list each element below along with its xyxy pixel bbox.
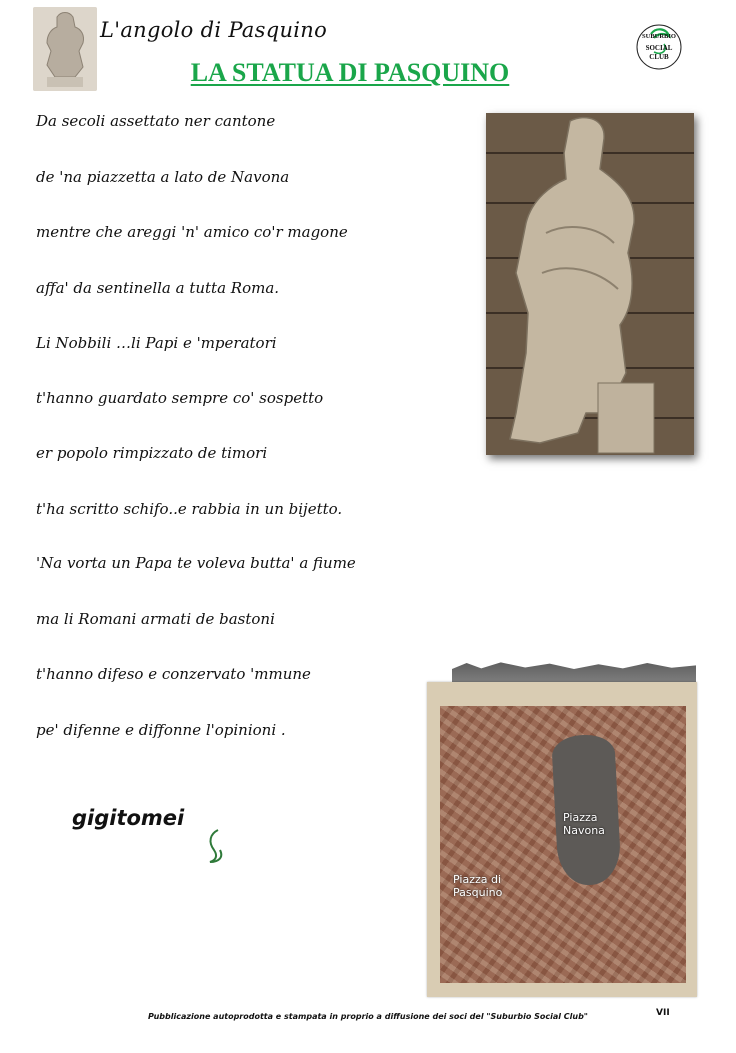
- pasquino-statue-photo: [486, 113, 694, 455]
- piazza-navona-shape: [551, 733, 622, 886]
- author-signature: gigitomei: [72, 806, 185, 830]
- poem-line: de 'na piazzetta a lato de Navona: [36, 168, 290, 186]
- logo-top-text: SUBURBIO: [642, 33, 676, 40]
- swirl-ornament-icon: [204, 828, 228, 864]
- map-label-line: Pasquino: [453, 886, 503, 899]
- poem-line: t'hanno guardato sempre co' sospetto: [36, 389, 324, 407]
- poem-line: Da secoli assettato ner cantone: [36, 112, 276, 130]
- poem-line: pe' difenne e diffonne l'opinioni .: [36, 721, 286, 739]
- suburbio-social-club-logo: [634, 22, 684, 72]
- poem-line: er popolo rimpizzato de timori: [36, 444, 268, 462]
- page-title: LA STATUA DI PASQUINO: [190, 58, 510, 87]
- poem-line: mentre che areggi 'n' amico co'r magone: [36, 223, 348, 241]
- poem-line: affa' da sentinella a tutta Roma.: [36, 279, 280, 297]
- poem-line: ma li Romani armati de bastoni: [36, 610, 275, 628]
- logo-middle-text: SOCIAL: [645, 44, 673, 52]
- map-label-line: Piazza di: [453, 873, 502, 886]
- poem-line: t'ha scritto schifo..e rabbia in un bijetto.: [36, 500, 343, 518]
- map-label-piazza-di-pasquino: [453, 873, 502, 899]
- footer-note: Pubblicazione autoprodotta e stampata in proprio a diffusione dei soci del "Suburbio Social Club": [148, 1012, 588, 1021]
- logo-bottom-text: CLUB: [649, 53, 669, 61]
- poem-line: Li Nobbili …li Papi e 'mperatori: [36, 334, 277, 352]
- section-title: L'angolo di Pasquino: [100, 18, 328, 42]
- map-label-piazza-navona: [563, 811, 605, 837]
- map-label-line: Piazza: [563, 811, 598, 824]
- map-label-line: Navona: [563, 824, 605, 837]
- poem-line: 'Na vorta un Papa te voleva butta' a fiume: [36, 554, 356, 572]
- page-number: VII: [656, 1008, 670, 1018]
- poem-line: t'hanno difeso e conzervato 'mmune: [36, 665, 311, 683]
